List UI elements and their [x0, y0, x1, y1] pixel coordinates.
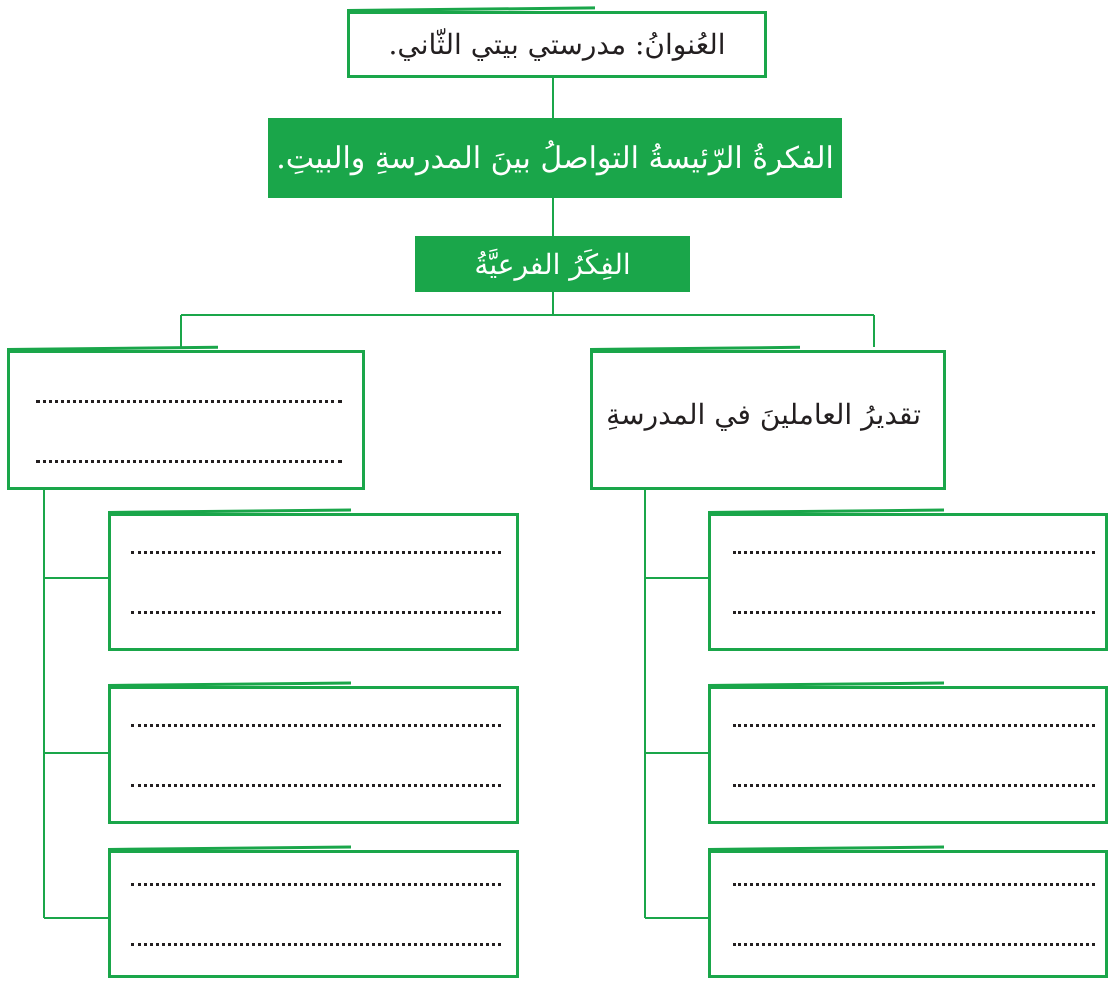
right-detail-2-line-2 — [733, 784, 1095, 787]
right-branch-label: تقديرُ العاملينَ في المدرسةِ — [606, 398, 921, 431]
left-detail-2-line-2 — [131, 784, 501, 787]
left-detail-box-2 — [108, 686, 519, 824]
left-branch-box — [7, 350, 365, 490]
right-branch-box — [590, 350, 946, 490]
right-detail-2-line-1 — [733, 724, 1095, 727]
sub-ideas-header — [415, 236, 690, 292]
right-detail-box-1 — [708, 513, 1108, 651]
sub-ideas-header-text: الفِكَرُ الفرعيَّةُ — [474, 247, 631, 281]
right-detail-3-line-1 — [733, 883, 1095, 886]
left-detail-2-line-1 — [131, 724, 501, 727]
left-detail-1-line-1 — [131, 551, 501, 554]
main-idea-text: الفكرةُ الرّئيسةُ التواصلُ بينَ المدرسةِ والبيتِ. — [276, 140, 834, 176]
left-detail-box-1 — [108, 513, 519, 651]
right-detail-1-line-1 — [733, 551, 1095, 554]
right-detail-box-3 — [708, 850, 1108, 978]
title-text: العُنوانُ: مدرستي بيتي الثّاني. — [388, 28, 726, 61]
right-detail-box-2 — [708, 686, 1108, 824]
right-detail-1-line-2 — [733, 611, 1095, 614]
right-detail-3-line-2 — [733, 943, 1095, 946]
left-branch-line-2 — [36, 460, 342, 463]
left-detail-3-line-2 — [131, 943, 501, 946]
left-branch-line-1 — [36, 400, 342, 403]
title-box — [347, 11, 767, 78]
left-detail-box-3 — [108, 850, 519, 978]
left-detail-3-line-1 — [131, 883, 501, 886]
main-idea-box — [268, 118, 842, 198]
left-detail-1-line-2 — [131, 611, 501, 614]
